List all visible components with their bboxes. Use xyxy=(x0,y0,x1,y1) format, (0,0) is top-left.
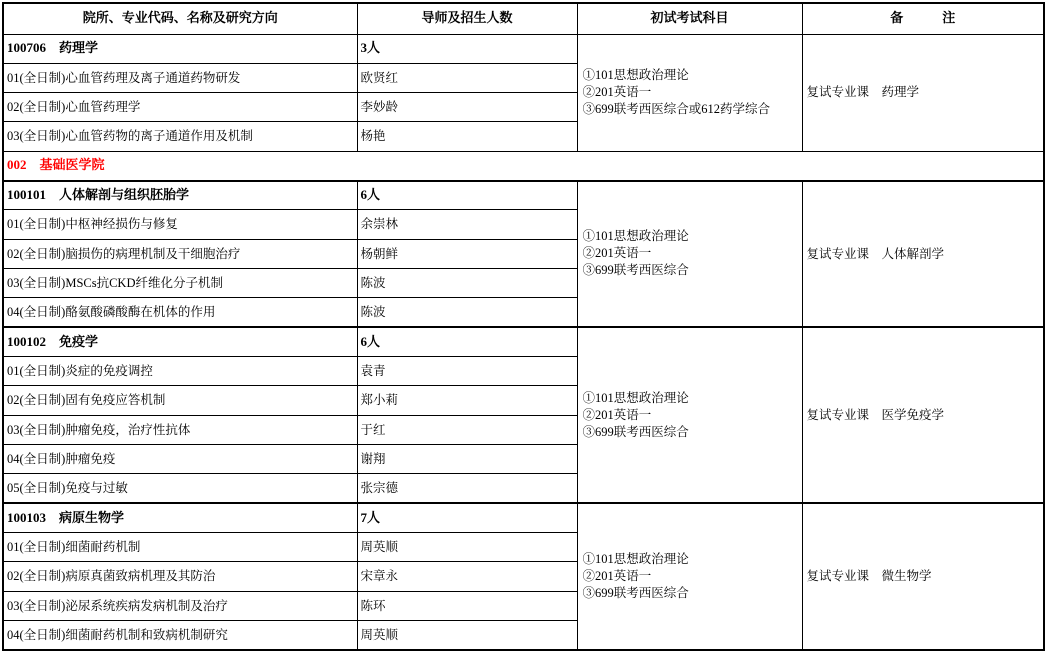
school-label-cell: 002 基础医学院 xyxy=(3,151,1044,180)
exam-subjects-cell xyxy=(577,181,802,328)
supervisor-cell: 张宗德 xyxy=(357,474,577,503)
header-cell-remark: 备 注 xyxy=(802,3,1044,34)
exam-subjects-cell xyxy=(577,503,802,650)
supervisor-cell: 周英顺 xyxy=(357,621,577,650)
direction-cell: 01(全日制)细菌耐药机制 xyxy=(3,533,357,562)
supervisor-cell: 陈环 xyxy=(357,591,577,620)
section-row xyxy=(3,181,1044,210)
section-code-cell: 100103 病原生物学 xyxy=(3,503,357,532)
section-code-cell: 100101 人体解剖与组织胚胎学 xyxy=(3,181,357,210)
direction-cell: 02(全日制)固有免疫应答机制 xyxy=(3,386,357,415)
section-row xyxy=(3,34,1044,63)
exam-subjects-cell xyxy=(577,34,802,151)
exam-subject-line: ①101思想政治理论 xyxy=(582,390,689,405)
direction-cell: 03(全日制)泌尿系统疾病发病机制及治疗 xyxy=(3,591,357,620)
exam-subject-line: ①101思想政治理论 xyxy=(582,552,689,567)
remark-cell: 复试专业课 人体解剖学 xyxy=(802,181,1044,328)
quota-cell: 6人 xyxy=(357,327,577,356)
school-row xyxy=(3,151,1044,180)
direction-cell: 03(全日制)MSCs抗CKD纤维化分子机制 xyxy=(3,269,357,298)
quota-cell: 6人 xyxy=(357,181,577,210)
exam-subject-line: ③699联考西医综合 xyxy=(582,586,689,601)
section-code-cell: 100102 免疫学 xyxy=(3,327,357,356)
remark-cell: 复试专业课 医学免疫学 xyxy=(802,327,1044,503)
supervisor-cell: 郑小莉 xyxy=(357,386,577,415)
direction-cell: 04(全日制)细菌耐药机制和致病机制研究 xyxy=(3,621,357,650)
supervisor-cell: 杨艳 xyxy=(357,122,577,151)
supervisor-cell: 于红 xyxy=(357,415,577,444)
table-body xyxy=(3,34,1044,650)
quota-cell: 7人 xyxy=(357,503,577,532)
direction-cell: 04(全日制)酪氨酸磷酸酶在机体的作用 xyxy=(3,298,357,327)
header-cell-exam-subjects: 初试考试科目 xyxy=(577,3,802,34)
header-cell-program: 院所、专业代码、名称及研究方向 xyxy=(3,3,357,34)
remark-cell: 复试专业课 微生物学 xyxy=(802,503,1044,650)
remark-cell: 复试专业课 药理学 xyxy=(802,34,1044,151)
exam-subject-line: ①101思想政治理论 xyxy=(582,68,689,83)
exam-subject-line: ②201英语一 xyxy=(582,407,652,422)
exam-subjects-cell xyxy=(577,327,802,503)
direction-cell: 01(全日制)心血管药理及离子通道药物研发 xyxy=(3,63,357,92)
direction-cell: 03(全日制)心血管药物的离子通道作用及机制 xyxy=(3,122,357,151)
admissions-table xyxy=(2,2,1045,651)
exam-subject-line: ③699联考西医综合 xyxy=(582,263,689,278)
quota-cell: 3人 xyxy=(357,34,577,63)
section-row xyxy=(3,327,1044,356)
direction-cell: 01(全日制)中枢神经损伤与修复 xyxy=(3,210,357,239)
supervisor-cell: 李妙龄 xyxy=(357,93,577,122)
direction-cell: 05(全日制)免疫与过敏 xyxy=(3,474,357,503)
direction-cell: 04(全日制)肿瘤免疫 xyxy=(3,445,357,474)
header-cell-supervisor-quota: 导师及招生人数 xyxy=(357,3,577,34)
direction-cell: 03(全日制)肿瘤免疫，治疗性抗体 xyxy=(3,415,357,444)
exam-subject-line: ③699联考西医综合 xyxy=(582,424,689,439)
supervisor-cell: 周英顺 xyxy=(357,533,577,562)
exam-subject-line: ②201英语一 xyxy=(582,246,652,261)
supervisor-cell: 欧贤红 xyxy=(357,63,577,92)
supervisor-cell: 陈波 xyxy=(357,269,577,298)
supervisor-cell: 谢翔 xyxy=(357,445,577,474)
direction-cell: 02(全日制)脑损伤的病理机制及干细胞治疗 xyxy=(3,239,357,268)
exam-subject-line: ②201英语一 xyxy=(582,85,652,100)
exam-subject-line: ①101思想政治理论 xyxy=(582,229,689,244)
direction-cell: 02(全日制)心血管药理学 xyxy=(3,93,357,122)
direction-cell: 01(全日制)炎症的免疫调控 xyxy=(3,357,357,386)
supervisor-cell: 袁青 xyxy=(357,357,577,386)
header-row xyxy=(3,3,1044,34)
supervisor-cell: 余崇林 xyxy=(357,210,577,239)
supervisor-cell: 杨朝鲜 xyxy=(357,239,577,268)
exam-subject-line: ③699联考西医综合或612药学综合 xyxy=(582,102,771,117)
supervisor-cell: 宋章永 xyxy=(357,562,577,591)
section-code-cell: 100706 药理学 xyxy=(3,34,357,63)
exam-subject-line: ②201英语一 xyxy=(582,569,652,584)
section-row xyxy=(3,503,1044,532)
direction-cell: 02(全日制)病原真菌致病机理及其防治 xyxy=(3,562,357,591)
supervisor-cell: 陈波 xyxy=(357,298,577,327)
